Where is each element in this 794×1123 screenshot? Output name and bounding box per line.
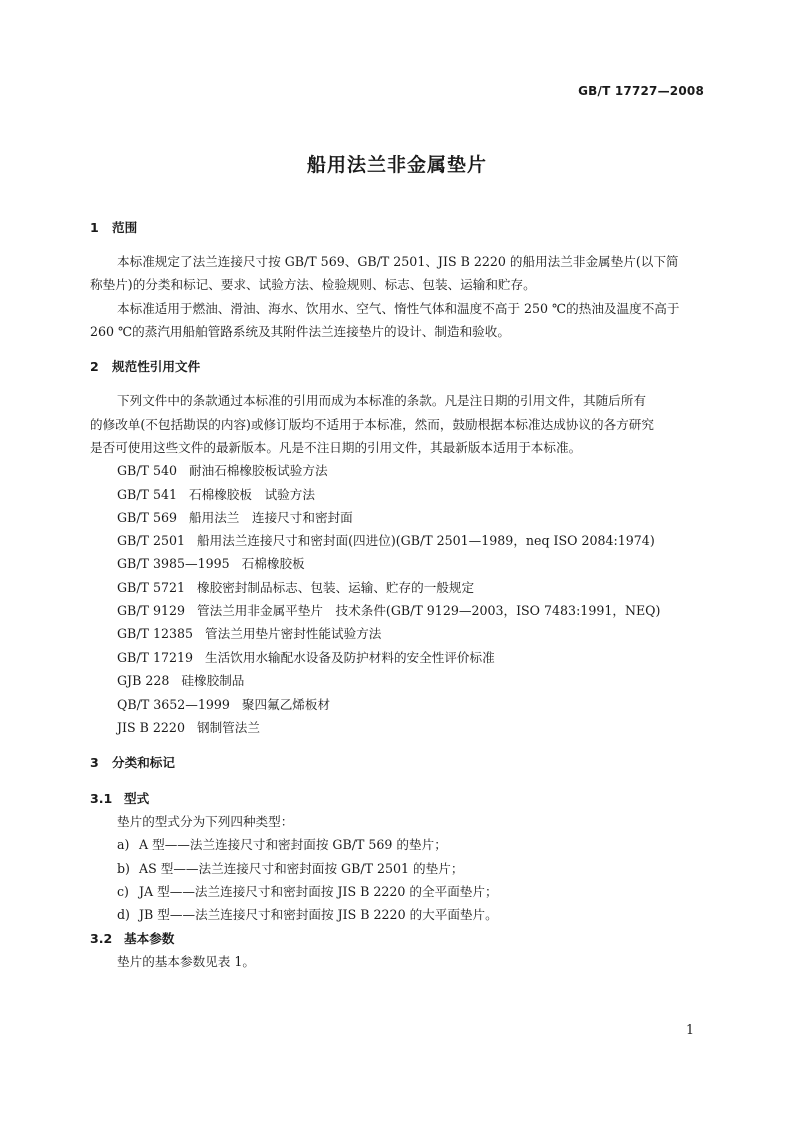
reference-code: GB/T 569 <box>117 510 177 525</box>
paragraph-line: 是否可使用这些文件的最新版本。凡是不注日期的引用文件，其最新版本适用于本标准。 <box>90 440 582 455</box>
paragraph-line: 本标准规定了法兰连接尺寸按 GB/T 569、GB/T 2501、JIS B 2220 的船用法兰非金属垫片(以下简 <box>117 254 679 269</box>
list-text: A 型——法兰连接尺寸和密封面按 GB/T 569 的垫片； <box>139 837 447 852</box>
reference-item <box>117 463 328 479</box>
reference-item <box>117 650 495 666</box>
reference-item <box>117 510 353 526</box>
reference-code: QB/T 3652—1999 <box>117 697 230 712</box>
reference-code: JIS B 2220 <box>117 720 185 735</box>
section-1-heading <box>90 220 137 236</box>
page-number: 1 <box>685 1022 694 1037</box>
list-text: JA 型——法兰连接尺寸和密封面按 JIS B 2220 的全平面垫片； <box>139 884 498 899</box>
paragraph-line: 称垫片)的分类和标记、要求、试验方法、检验规则、标志、包装、运输和贮存。 <box>90 277 536 292</box>
reference-title: 橡胶密封制品标志、包装、运输、贮存的一般规定 <box>197 580 475 595</box>
list-marker: c) <box>117 884 129 899</box>
paragraph-line: 260 ℃的蒸汽用船舶管路系统及其附件法兰连接垫片的设计、制造和验收。 <box>90 324 510 339</box>
reference-title: 石棉橡胶板 <box>241 556 305 571</box>
reference-code: GJB 228 <box>117 673 170 688</box>
reference-title: 耐油石棉橡胶板试验方法 <box>189 463 328 478</box>
paragraph-line: 垫片的型式分为下列四种类型： <box>117 814 294 829</box>
section-title: 规范性引用文件 <box>112 359 201 374</box>
paragraph-line: 的修改单(不包括勘误的内容)或修订版均不适用于本标准，然而，鼓励根据本标准达成协议的各方研究 <box>90 417 654 432</box>
reference-item <box>117 603 660 619</box>
list-item <box>117 907 498 923</box>
reference-item <box>117 720 260 736</box>
standard-code: GB/T 17727—2008 <box>578 84 704 98</box>
reference-code: GB/T 2501 <box>117 533 186 548</box>
paragraph-line: 垫片的基本参数见表 1。 <box>117 954 255 969</box>
reference-item <box>117 533 655 549</box>
reference-code: GB/T 541 <box>117 487 177 502</box>
list-item <box>117 837 447 853</box>
reference-code: GB/T 17219 <box>117 650 194 665</box>
reference-title: 管法兰用非金属平垫片 技术条件(GB/T 9129—2003，ISO 7483:1991，NEQ) <box>197 603 661 618</box>
section-3-heading <box>90 755 175 771</box>
subsection-title: 基本参数 <box>124 931 175 946</box>
reference-item <box>117 580 474 596</box>
section-number: 2 <box>90 359 99 374</box>
list-marker: b) <box>117 861 130 876</box>
list-marker: d) <box>117 907 130 922</box>
reference-title: 船用法兰 连接尺寸和密封面 <box>189 510 353 525</box>
list-item <box>117 884 498 900</box>
document-title: 船用法兰非金属垫片 <box>306 154 487 176</box>
reference-item <box>117 697 330 713</box>
subsection-number: 3.2 <box>90 931 113 946</box>
reference-item <box>117 487 315 503</box>
subsection-3-1-heading <box>90 791 149 807</box>
section-number: 1 <box>90 220 99 235</box>
reference-title: 钢制管法兰 <box>196 720 260 735</box>
list-item <box>117 861 463 877</box>
section-title: 范围 <box>112 220 138 235</box>
reference-code: GB/T 3985—1995 <box>117 556 230 571</box>
reference-item <box>117 673 244 689</box>
list-marker: a) <box>117 837 130 852</box>
subsection-title: 型式 <box>124 791 150 806</box>
paragraph-line: 本标准适用于燃油、滑油、海水、饮用水、空气、惰性气体和温度不高于 250 ℃的热油及温度不高于 <box>117 301 680 316</box>
reference-item <box>117 626 381 642</box>
reference-title: 生活饮用水输配水设备及防护材料的安全性评价标准 <box>205 650 495 665</box>
reference-code: GB/T 540 <box>117 463 177 478</box>
list-text: JB 型——法兰连接尺寸和密封面按 JIS B 2220 的大平面垫片。 <box>139 907 498 922</box>
list-text: AS 型——法兰连接尺寸和密封面按 GB/T 2501 的垫片； <box>139 861 464 876</box>
section-2-heading <box>90 359 200 375</box>
reference-code: GB/T 9129 <box>117 603 186 618</box>
reference-code: GB/T 5721 <box>117 580 186 595</box>
subsection-number: 3.1 <box>90 791 113 806</box>
paragraph-line: 下列文件中的条款通过本标准的引用而成为本标准的条款。凡是注日期的引用文件，其随后所有 <box>117 393 646 408</box>
reference-title: 硅橡胶制品 <box>181 673 245 688</box>
reference-title: 管法兰用垫片密封性能试验方法 <box>205 626 382 641</box>
reference-code: GB/T 12385 <box>117 626 194 641</box>
reference-item <box>117 556 305 572</box>
reference-title: 聚四氟乙烯板材 <box>241 697 331 712</box>
reference-title: 石棉橡胶板 试验方法 <box>189 487 315 502</box>
section-title: 分类和标记 <box>112 755 175 770</box>
section-number: 3 <box>90 755 99 770</box>
reference-title: 船用法兰连接尺寸和密封面(四进位)(GB/T 2501—1989，neq ISO 2084:1974) <box>197 533 655 548</box>
subsection-3-2-heading <box>90 931 174 947</box>
